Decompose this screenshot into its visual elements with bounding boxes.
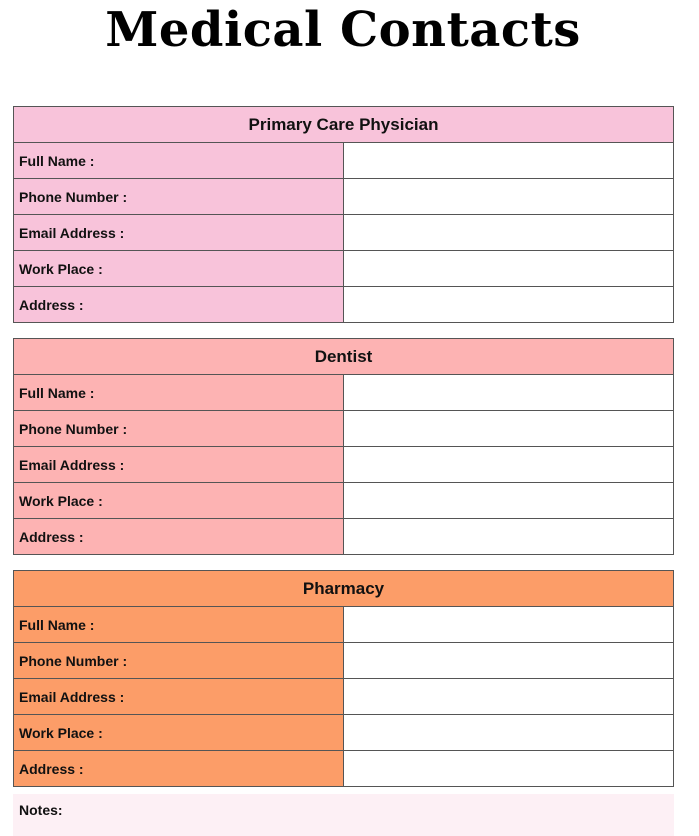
notes-label: Notes: [19,802,63,818]
field-label-email-address: Email Address : [14,679,344,715]
section-heading: Pharmacy [14,571,674,607]
field-label-full-name: Full Name : [14,607,344,643]
work-place-field[interactable] [344,251,674,287]
field-label-email-address: Email Address : [14,215,344,251]
phone-number-field[interactable] [344,643,674,679]
field-label-phone-number: Phone Number : [14,411,344,447]
work-place-field[interactable] [344,483,674,519]
address-field[interactable] [344,287,674,323]
field-label-work-place: Work Place : [14,251,344,287]
full-name-field[interactable] [344,607,674,643]
section-dentist [13,338,674,555]
field-label-full-name: Full Name : [14,143,344,179]
field-label-address: Address : [14,287,344,323]
field-label-work-place: Work Place : [14,483,344,519]
section-primary-care-physician [13,106,674,323]
phone-number-field[interactable] [344,179,674,215]
phone-number-field[interactable] [344,411,674,447]
field-label-full-name: Full Name : [14,375,344,411]
field-label-phone-number: Phone Number : [14,643,344,679]
section-heading: Primary Care Physician [14,107,674,143]
work-place-field[interactable] [344,715,674,751]
field-label-email-address: Email Address : [14,447,344,483]
section-pharmacy [13,570,674,787]
email-address-field[interactable] [344,215,674,251]
full-name-field[interactable] [344,143,674,179]
email-address-field[interactable] [344,679,674,715]
field-label-phone-number: Phone Number : [14,179,344,215]
notes-area[interactable] [13,794,674,836]
section-heading: Dentist [14,339,674,375]
page-title: Medical Contacts [105,2,581,58]
field-label-work-place: Work Place : [14,715,344,751]
email-address-field[interactable] [344,447,674,483]
address-field[interactable] [344,751,674,787]
full-name-field[interactable] [344,375,674,411]
address-field[interactable] [344,519,674,555]
field-label-address: Address : [14,751,344,787]
field-label-address: Address : [14,519,344,555]
